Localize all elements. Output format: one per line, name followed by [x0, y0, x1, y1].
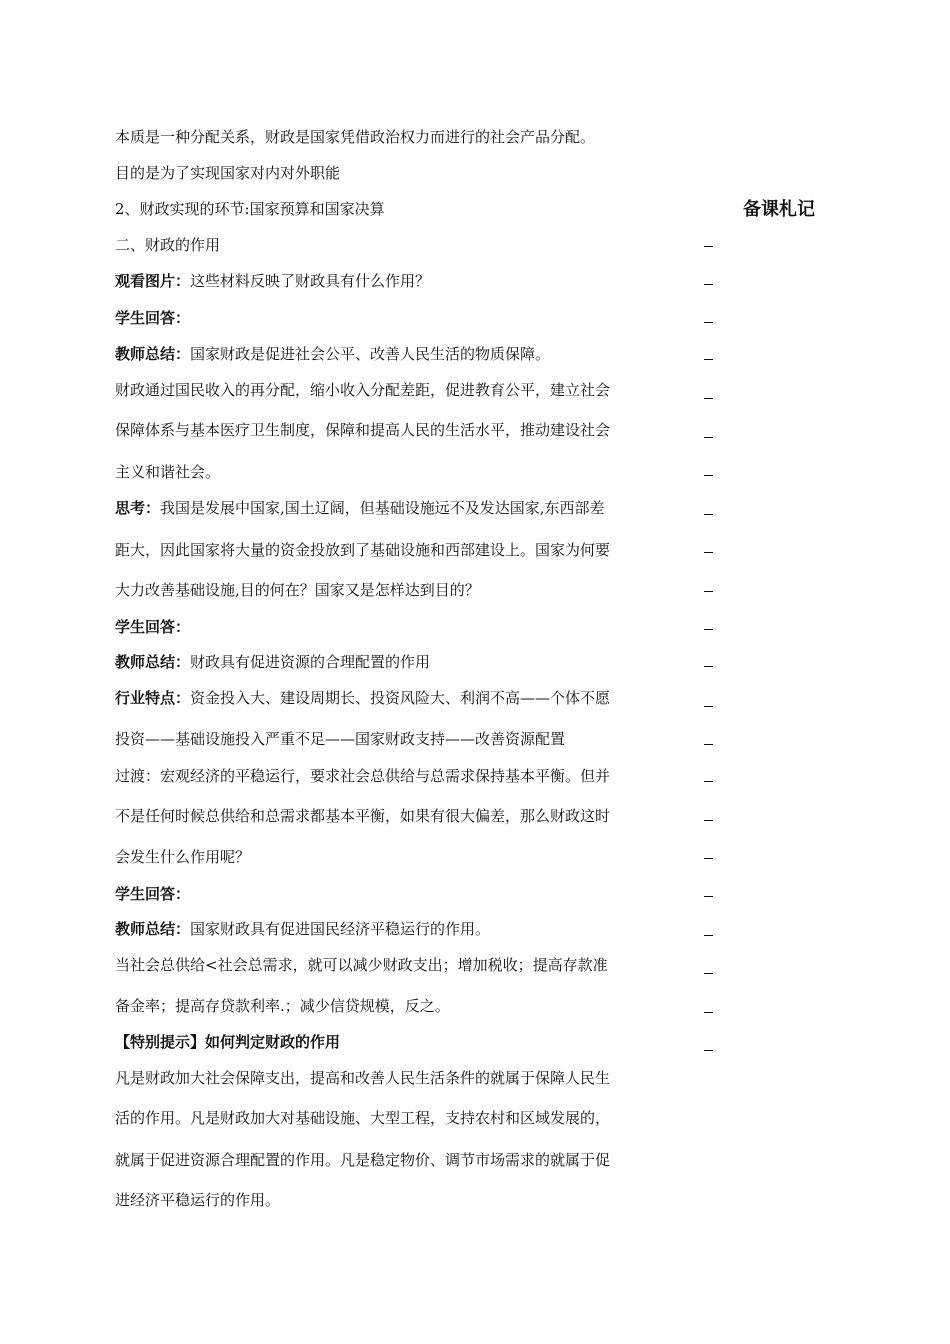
line-text: 保障体系与基本医疗卫生制度，保障和提高人民的生活水平，推动建设社会 [115, 421, 611, 439]
notes-rule-mark [704, 629, 713, 630]
line-text: 2、财政实现的环节:国家预算和国家决算 [115, 200, 385, 218]
notes-rule-mark [704, 1050, 713, 1051]
line-text: 进经济平稳运行的作用。 [115, 1191, 281, 1209]
text-line [115, 163, 695, 183]
line-text: 不是任何时候总供给和总需求都基本平衡，如果有很大偏差，那么财政这时 [115, 807, 611, 825]
notes-rule-mark [704, 246, 713, 247]
line-text: 凡是财政加大社会保障支出，提高和改善人民生活条件的就属于保障人民生 [115, 1069, 611, 1087]
line-text: 财政通过国民收入的再分配，缩小收入分配差距，促进教育公平，建立社会 [115, 381, 611, 399]
text-line [115, 617, 695, 637]
text-line [115, 308, 695, 328]
text-line [115, 996, 695, 1016]
notes-rule-mark [704, 744, 713, 745]
notes-title: 备课札记 [743, 199, 815, 220]
line-text: 国家财政是促进社会公平、改善人民生活的物质保障。 [190, 345, 551, 363]
line-text: 本质是一种分配关系，财政是国家凭借政治权力而进行的社会产品分配。 [115, 128, 596, 146]
line-lead-label: 【特别提示】如何判定财政的作用 [115, 1033, 341, 1051]
line-text: 财政具有促进资源的合理配置的作用 [190, 653, 431, 671]
notes-rule-mark [704, 781, 713, 782]
notes-rule-mark [704, 284, 713, 285]
text-line [115, 1068, 695, 1088]
line-text: 目的是为了实现国家对内对外职能 [115, 164, 341, 182]
line-text: 会发生什么作用呢？ [115, 848, 251, 866]
text-line [115, 580, 695, 600]
line-text: 过渡：宏观经济的平稳运行，要求社会总供给与总需求保持基本平衡。但并 [115, 767, 611, 785]
line-text: 主义和谐社会。 [115, 463, 221, 481]
notes-rule-mark [704, 591, 713, 592]
line-lead-label: 观看图片： [115, 272, 191, 290]
line-lead-label: 行业特点： [115, 689, 191, 707]
line-text: 我国是发展中国家,国土辽阔，但基础设施远不及发达国家,东西部差 [160, 499, 605, 517]
line-text: 当社会总供给<社会总需求，就可以减少财政支出；增加税收；提高存款准 [115, 956, 608, 974]
line-lead-label: 教师总结： [115, 920, 191, 938]
text-line [115, 462, 695, 482]
notes-rule-mark [704, 514, 713, 515]
text-line [115, 271, 695, 291]
text-line [115, 420, 695, 440]
notes-rule-mark [704, 935, 713, 936]
line-lead-label: 教师总结： [115, 345, 191, 363]
line-lead-label: 学生回答： [115, 309, 191, 327]
line-text: 国家财政具有促进国民经济平稳运行的作用。 [190, 920, 491, 938]
notes-rule-mark [704, 475, 713, 476]
text-line [115, 1150, 695, 1170]
notes-rule-mark [704, 706, 713, 707]
text-line [115, 127, 695, 147]
line-text: 二、财政的作用 [115, 236, 221, 254]
text-line [115, 540, 695, 560]
notes-rule-mark [704, 437, 713, 438]
notes-rule-mark [704, 973, 713, 974]
text-line [115, 884, 695, 904]
text-line [115, 344, 695, 364]
text-line [115, 1190, 695, 1210]
text-line [115, 729, 695, 749]
notes-rule-mark [704, 359, 713, 360]
notes-rule-mark [704, 552, 713, 553]
text-line [115, 235, 695, 255]
text-line [115, 498, 695, 518]
text-line [115, 1032, 695, 1052]
line-text: 活的作用。凡是财政加大对基础设施、大型工程，支持农村和区域发展的， [115, 1109, 611, 1127]
line-lead-label: 教师总结： [115, 653, 191, 671]
notes-rule-mark [704, 896, 713, 897]
notes-rule-mark [704, 858, 713, 859]
line-lead-label: 思考： [115, 499, 161, 517]
notes-rule-mark [704, 820, 713, 821]
notes-rule-mark [704, 666, 713, 667]
line-text: 就属于促进资源合理配置的作用。凡是稳定物价、调节市场需求的就属于促 [115, 1151, 611, 1169]
text-line [115, 652, 695, 672]
text-line [115, 380, 695, 400]
line-text: 投资——基础设施投入严重不足——国家财政支持——改善资源配置 [115, 730, 566, 748]
text-line [115, 955, 695, 975]
text-line [115, 1108, 695, 1128]
line-lead-label: 学生回答： [115, 885, 191, 903]
line-text: 大力改善基础设施,目的何在？国家又是怎样达到目的？ [115, 581, 480, 599]
notes-rule-mark [704, 322, 713, 323]
line-text: 备金率；提高存贷款利率.；减少信贷规模，反之。 [115, 997, 450, 1015]
notes-rule-mark [704, 1012, 713, 1013]
line-text: 这些材料反映了财政具有什么作用？ [190, 272, 431, 290]
line-text: 距大，因此国家将大量的资金投放到了基础设施和西部建设上。国家为何要 [115, 541, 611, 559]
text-line [115, 688, 695, 708]
line-text: 资金投入大、建设周期长、投资风险大、利润不高——个体不愿 [190, 689, 611, 707]
text-line [115, 766, 695, 786]
text-line [115, 199, 695, 219]
text-line [115, 919, 695, 939]
text-line [115, 806, 695, 826]
notes-rule-mark [704, 398, 713, 399]
line-lead-label: 学生回答： [115, 618, 191, 636]
text-line [115, 847, 695, 867]
